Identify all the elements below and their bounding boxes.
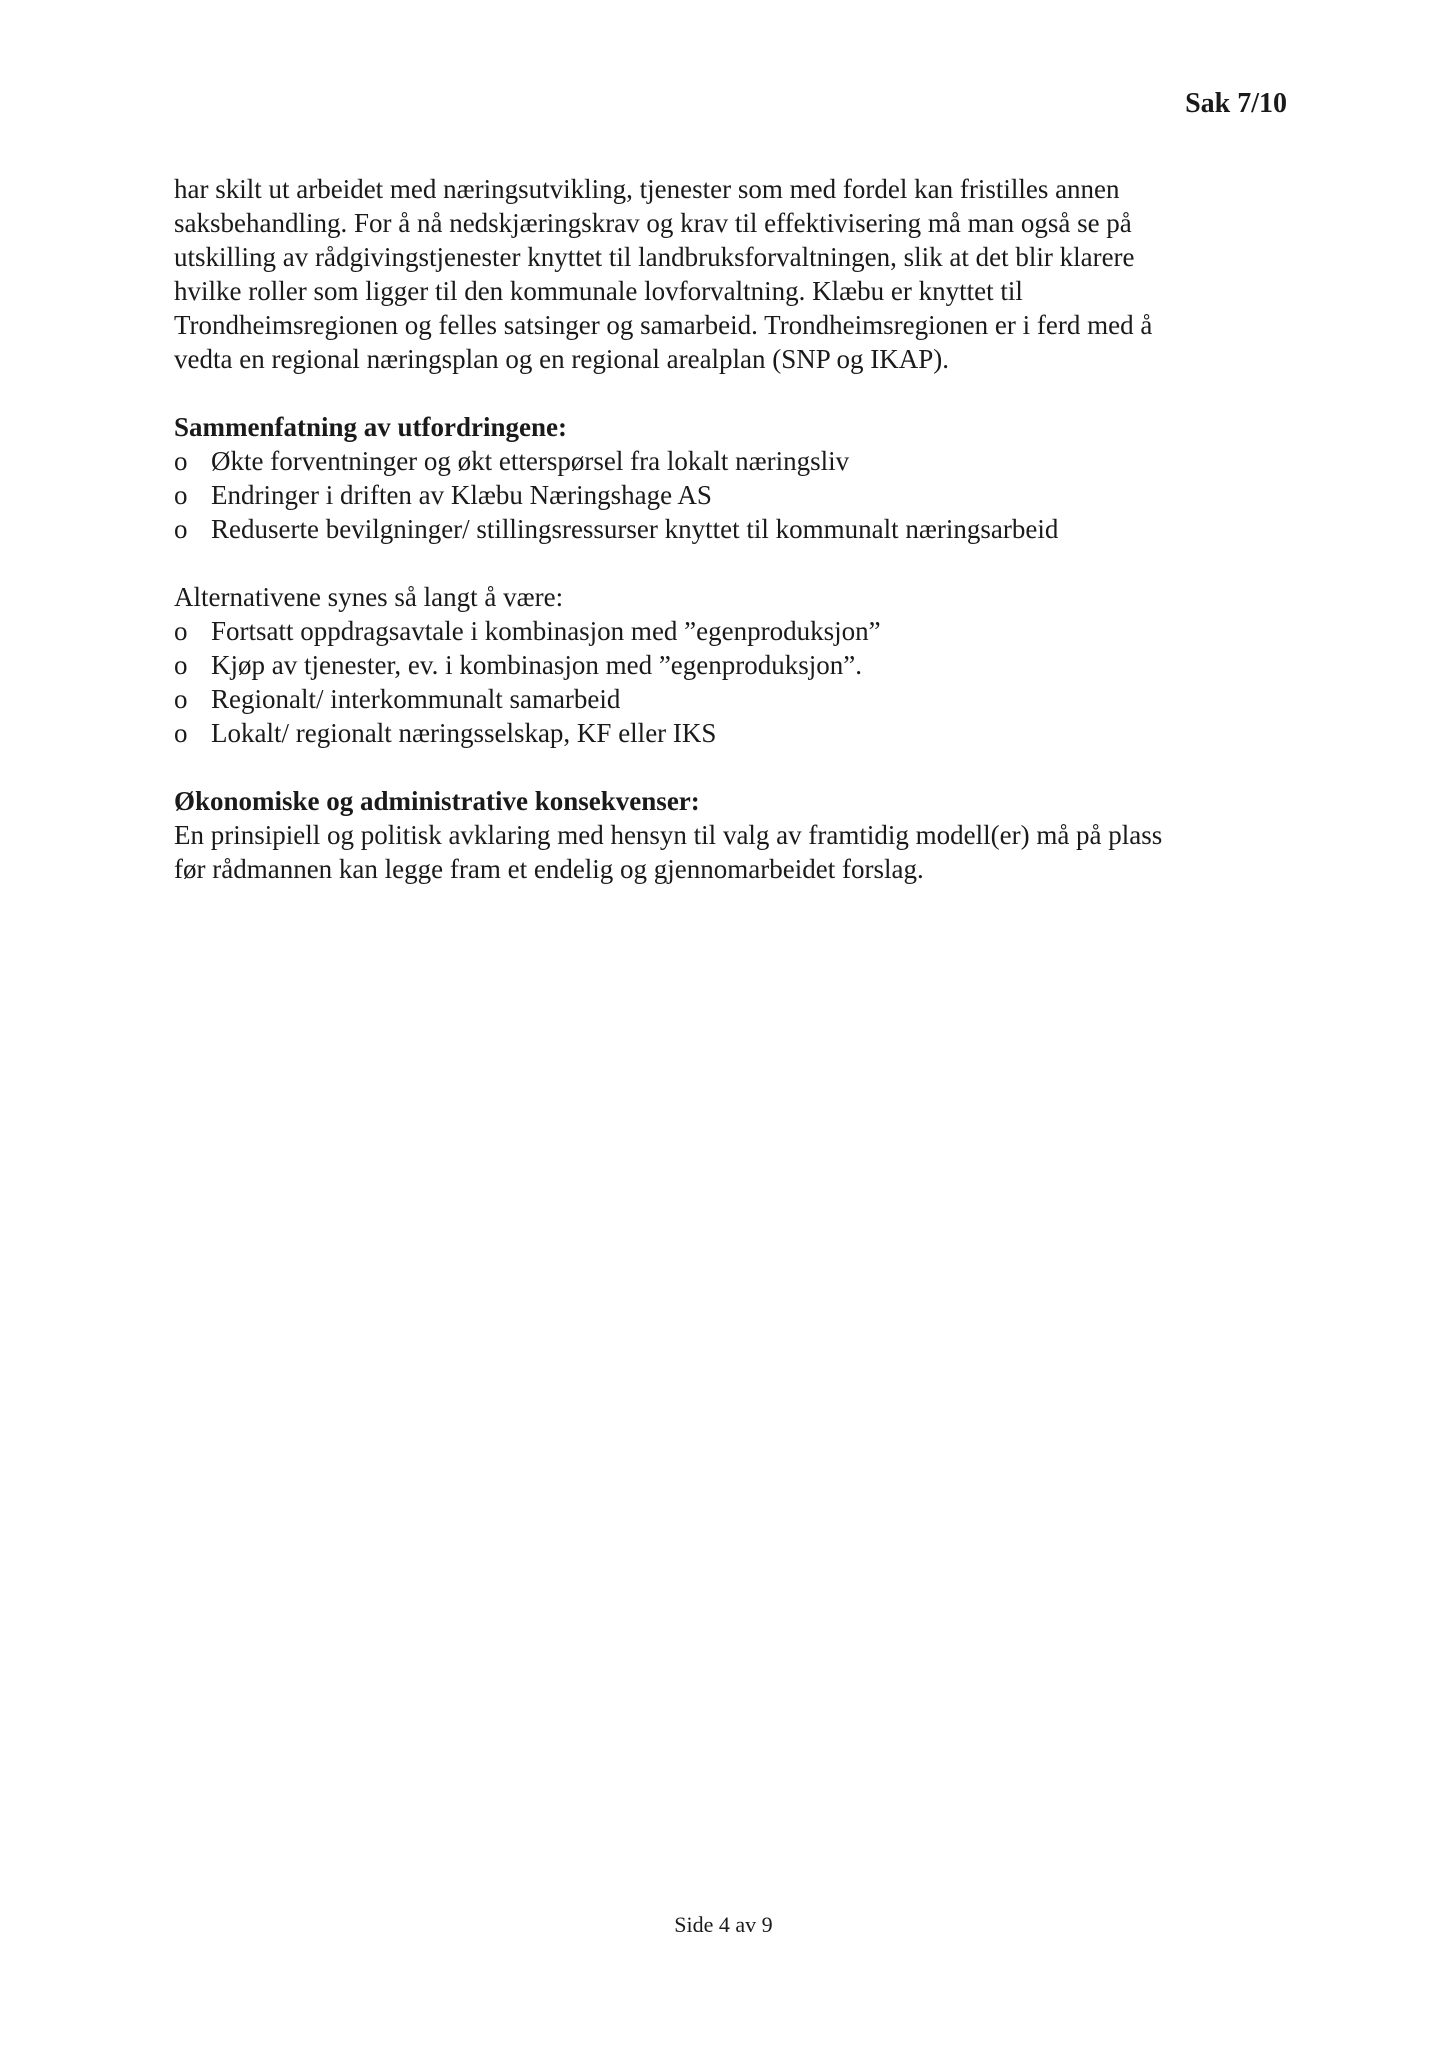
paragraph-line: før rådmannen kan legge fram et endelig og gjennomarbeidet forslag.: [174, 854, 924, 884]
summary-heading: Sammenfatning av utfordringene:: [174, 412, 567, 442]
consequences-paragraph: [174, 818, 1294, 886]
paragraph-line: hvilke roller som ligger til den kommunale lovforvaltning. Klæbu er knyttet til: [174, 276, 1023, 306]
bullet-marker: o: [174, 616, 188, 646]
summary-list: [174, 444, 1294, 546]
bullet-marker: o: [174, 446, 188, 476]
bullet-marker: o: [174, 480, 188, 510]
list-item-text: Økte forventninger og økt etterspørsel fra lokalt næringsliv: [211, 446, 850, 476]
bullet-marker: o: [174, 514, 188, 544]
list-item-text: Lokalt/ regionalt næringsselskap, KF eller IKS: [211, 718, 717, 748]
list-item: [174, 716, 1294, 750]
list-item: [174, 444, 1294, 478]
paragraph-line: saksbehandling. For å nå nedskjæringskrav og krav til effektivisering må man også se på: [174, 208, 1132, 238]
bullet-marker: o: [174, 650, 188, 680]
bullet-marker: o: [174, 718, 188, 748]
list-item: [174, 512, 1294, 546]
bullet-marker: o: [174, 684, 188, 714]
list-item: [174, 648, 1294, 682]
list-item-text: Regionalt/ interkommunalt samarbeid: [211, 684, 621, 714]
document-body: [174, 172, 1294, 886]
paragraph-line: utskilling av rådgivingstjenester knyttet til landbruksforvaltningen, slik at det blir klarere: [174, 242, 1135, 272]
paragraph-line: En prinsipiell og politisk avklaring med hensyn til valg av framtidig modell(er) må på plass: [174, 820, 1163, 850]
spacer: [174, 376, 1294, 410]
list-item-text: Reduserte bevilgninger/ stillingsressurser knyttet til kommunalt næringsarbeid: [211, 514, 1059, 544]
list-item: [174, 614, 1294, 648]
list-item-text: Fortsatt oppdragsavtale i kombinasjon med ”egenproduksjon”: [211, 616, 881, 646]
list-item: [174, 682, 1294, 716]
consequences-heading: Økonomiske og administrative konsekvenser:: [174, 786, 700, 816]
page-number: Side 4 av 9: [674, 1912, 773, 1937]
paragraph-line: vedta en regional næringsplan og en regional arealplan (SNP og IKAP).: [174, 344, 950, 374]
list-item-text: Kjøp av tjenester, ev. i kombinasjon med ”egenproduksjon”.: [211, 650, 863, 680]
case-number: Sak 7/10: [1185, 88, 1287, 119]
spacer: [174, 546, 1294, 580]
alternatives-list: [174, 614, 1294, 750]
paragraph-line: har skilt ut arbeidet med næringsutvikling, tjenester som med fordel kan fristilles annen: [174, 174, 1120, 204]
spacer: [174, 750, 1294, 784]
paragraph-line: Trondheimsregionen og felles satsinger og samarbeid. Trondheimsregionen er i ferd med å: [174, 310, 1153, 340]
list-item: [174, 478, 1294, 512]
alternatives-lead: Alternativene synes så langt å være:: [174, 582, 564, 612]
intro-paragraph: [174, 172, 1294, 376]
list-item-text: Endringer i driften av Klæbu Næringshage AS: [211, 480, 712, 510]
